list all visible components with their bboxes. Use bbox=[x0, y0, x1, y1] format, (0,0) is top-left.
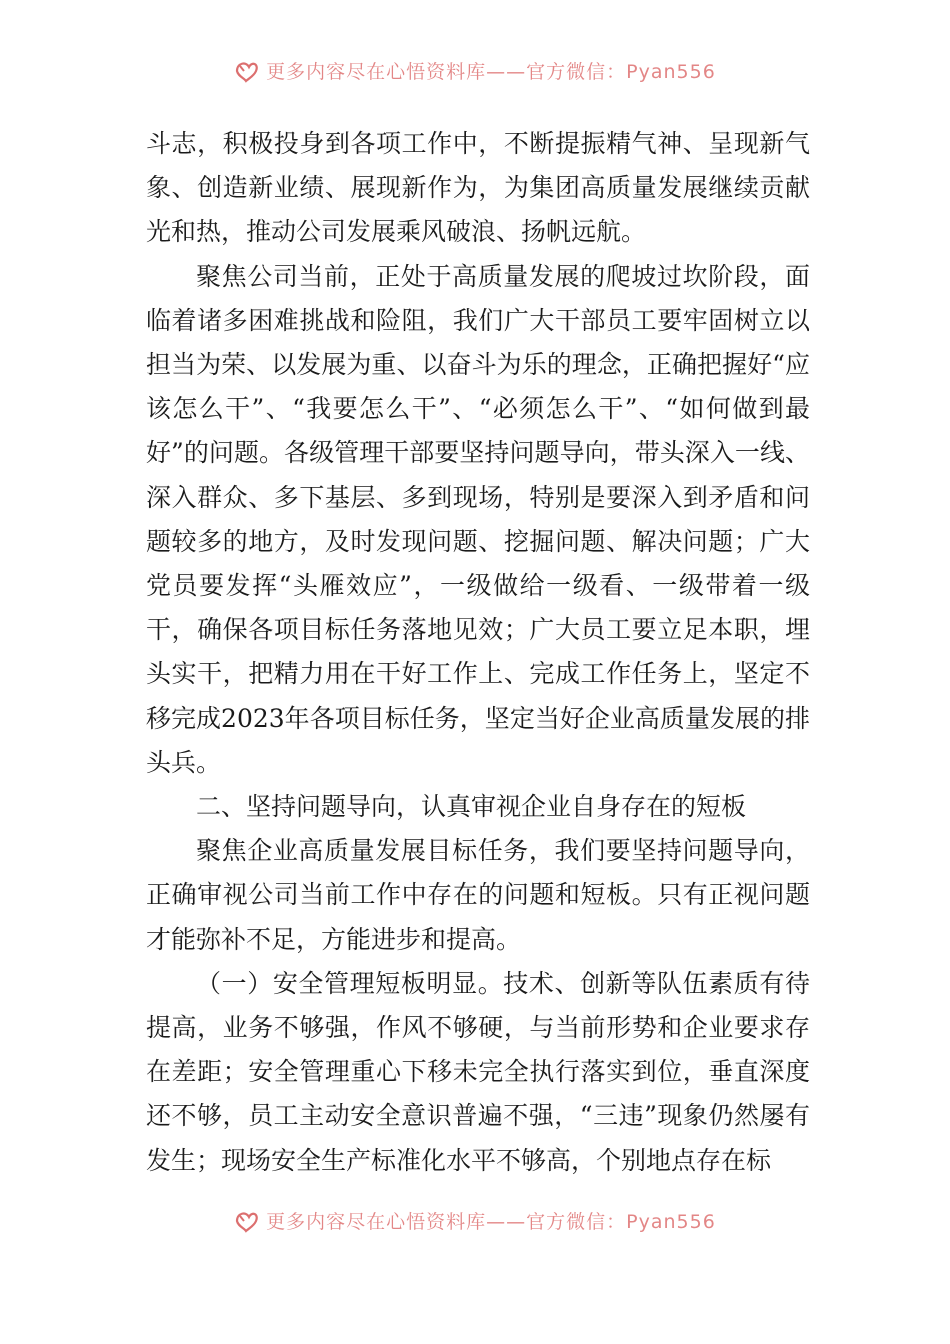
paragraph: （一）安全管理短板明显。技术、创新等队伍素质有待提高，业务不够强，作风不够硬，与当前形势和企业要求存在差距；安全管理重心下移未完全执行落实到位，垂直深度还不够，员工主动安全意识普遍不强，“三违”现象仍然屡有发生；现场安全生产标准化水平不够高，个别地点存在标 bbox=[146, 968, 810, 1175]
section-heading: 二、坚持问题导向，认真审视企业自身存在的短板 bbox=[196, 792, 747, 822]
document-body bbox=[146, 122, 810, 1183]
paragraph: 聚焦企业高质量发展目标任务，我们要坚持问题导向，正确审视公司当前工作中存在的问题和短板。只有正视问题才能弥补不足，方能进步和提高。 bbox=[146, 836, 810, 954]
brand-logo-icon bbox=[234, 57, 260, 83]
paragraph-continuation: 斗志，积极投身到各项工作中，不断提振精气神、呈现新气象、创造新业绩、展现新作为，为集团高质量发展继续贡献光和热，推动公司发展乘风破浪、扬帆远航。 bbox=[146, 129, 810, 247]
paragraph: 聚焦公司当前，正处于高质量发展的爬坡过坎阶段，面临着诸多困难挑战和险阻，我们广大干部员工要牢固树立以担当为荣、以发展为重、以奋斗为乐的理念，正确把握好“应该怎么干”、“我要怎么干”、“必须怎么干”、“如何做到最好”的问题。各级管理干部要坚持问题导向，带头深入一线、深入群众、多下基层、多到现场，特别是要深入到矛盾和问题较多的地方，及时发现问题、挖掘问题、解决问题；广大党员要发挥“头雁效应”，一级做给一级看、一级带着一级干，确保各项目标任务落地见效；广大员工要立足本职，埋头实干，把精力用在干好工作上、完成工作任务上，坚定不移完成2023年各项目标任务，坚定当好企业高质量发展的排头兵。 bbox=[146, 261, 810, 777]
watermark-text: 更多内容尽在心悟资料库——官方微信：Pyan556 bbox=[266, 1210, 716, 1233]
watermark-text: 更多内容尽在心悟资料库——官方微信：Pyan556 bbox=[266, 60, 716, 83]
watermark-footer bbox=[0, 1200, 950, 1240]
watermark-header bbox=[0, 50, 950, 90]
brand-logo-icon bbox=[234, 1207, 260, 1233]
